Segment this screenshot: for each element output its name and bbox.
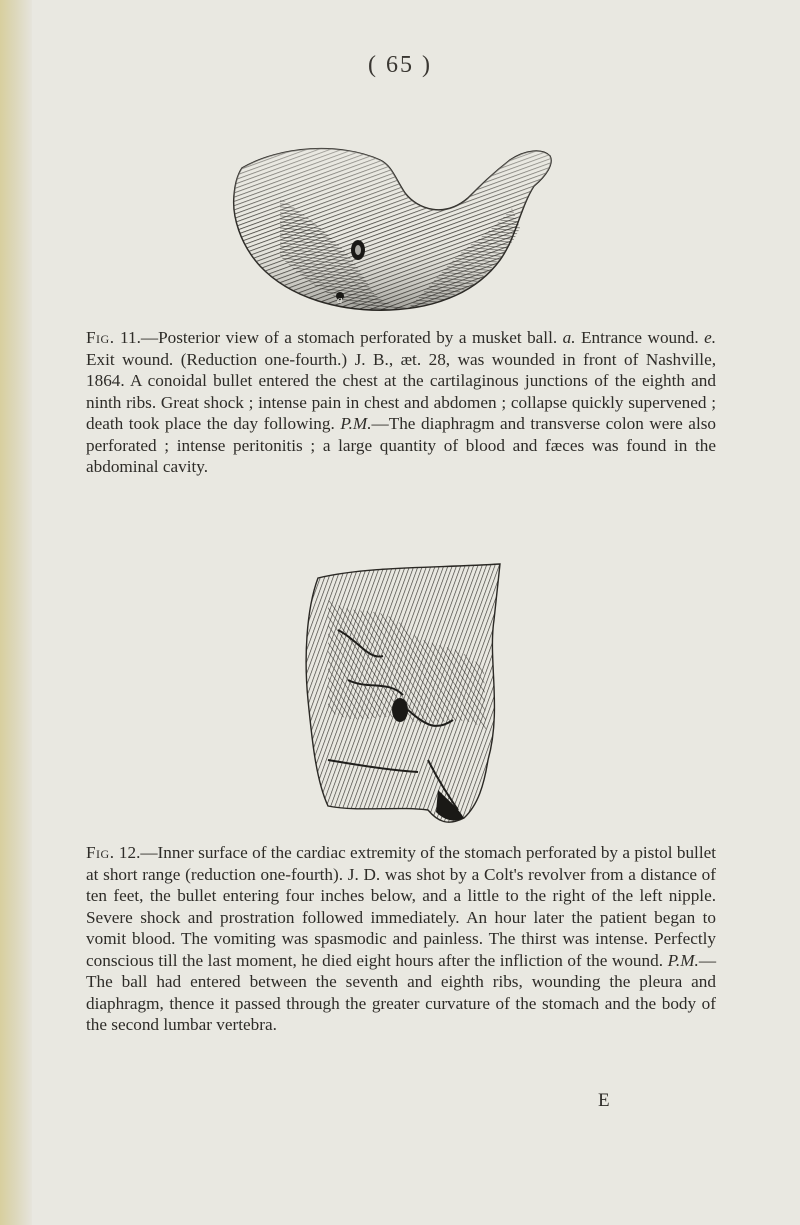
- figure-11-stomach-illustration: [220, 138, 560, 328]
- figure-11-label: Fig.: [86, 328, 115, 347]
- figure-11-caption-text-4: —The diaphragm and transverse colon were also perforated ; intense peritonitis ; a large quantity of blood and fæces was found in the abdominal cavity.: [86, 414, 716, 476]
- page-number: ( 65 ): [368, 52, 432, 78]
- figure-11-caption-pm: P.M.: [340, 414, 372, 433]
- figure-11-caption-text-1: —Posterior view of a stomach perforated by a musket ball.: [140, 328, 563, 347]
- figure-11-caption-label-e: e.: [704, 328, 717, 347]
- cardiac-extremity-engraving: [288, 560, 516, 830]
- figure-12-caption: [86, 842, 716, 1036]
- stomach-engraving: [220, 138, 560, 328]
- figure-11-caption-text-3: Exit wound. (Reduction one-fourth.) J. B., æt. 28, was wounded in front of Nashville, 1864. A conoidal bullet entered the chest at the cartilaginous junctions of the eighth and ninth ribs. Great shock ; intense pain in chest and abdomen ; collapse quickly supervened ; death took place the day following.: [86, 349, 716, 433]
- figure-11-number: 11.: [120, 328, 141, 347]
- figure-12-caption-text-1: —Inner surface of the cardiac extremity of the stomach perforated by a pistol bullet at short range (reduction one-fourth). J. D. was shot by a Colt's revolver from a distance of ten feet, the bullet entering four inches below, and a little to the right of the left nipple. Severe shock and prostration followed immediately. An hour later the patient began to vomit blood. The vomiting was spasmodic and painless. The thirst was intense. Perfectly conscious till the last moment, he died eight hours after the infliction of the wound.: [86, 843, 717, 970]
- figure-12-number: 12.: [118, 843, 141, 862]
- perforation-mark: [392, 698, 408, 722]
- figure-11-caption-label-a: a.: [562, 328, 576, 347]
- figure-12-caption-pm: P.M.: [667, 950, 699, 970]
- figure-12-stomach-illustration: [288, 560, 516, 830]
- figure-12-caption-text-2: —The ball had entered between the seventh and eighth ribs, wounding the pleura and diaphragm, thence it passed through the greater curvature of the stomach and the body of the second lumbar vertebra.: [86, 950, 716, 1034]
- figure-12-label: Fig.: [86, 843, 115, 862]
- figure-11-label-a: a: [337, 294, 343, 306]
- binding-gutter: [0, 0, 32, 1225]
- figure-11-caption-text-2: Entrance wound.: [575, 328, 705, 347]
- signature-mark: E: [598, 1090, 610, 1111]
- figure-11-caption: [86, 327, 716, 478]
